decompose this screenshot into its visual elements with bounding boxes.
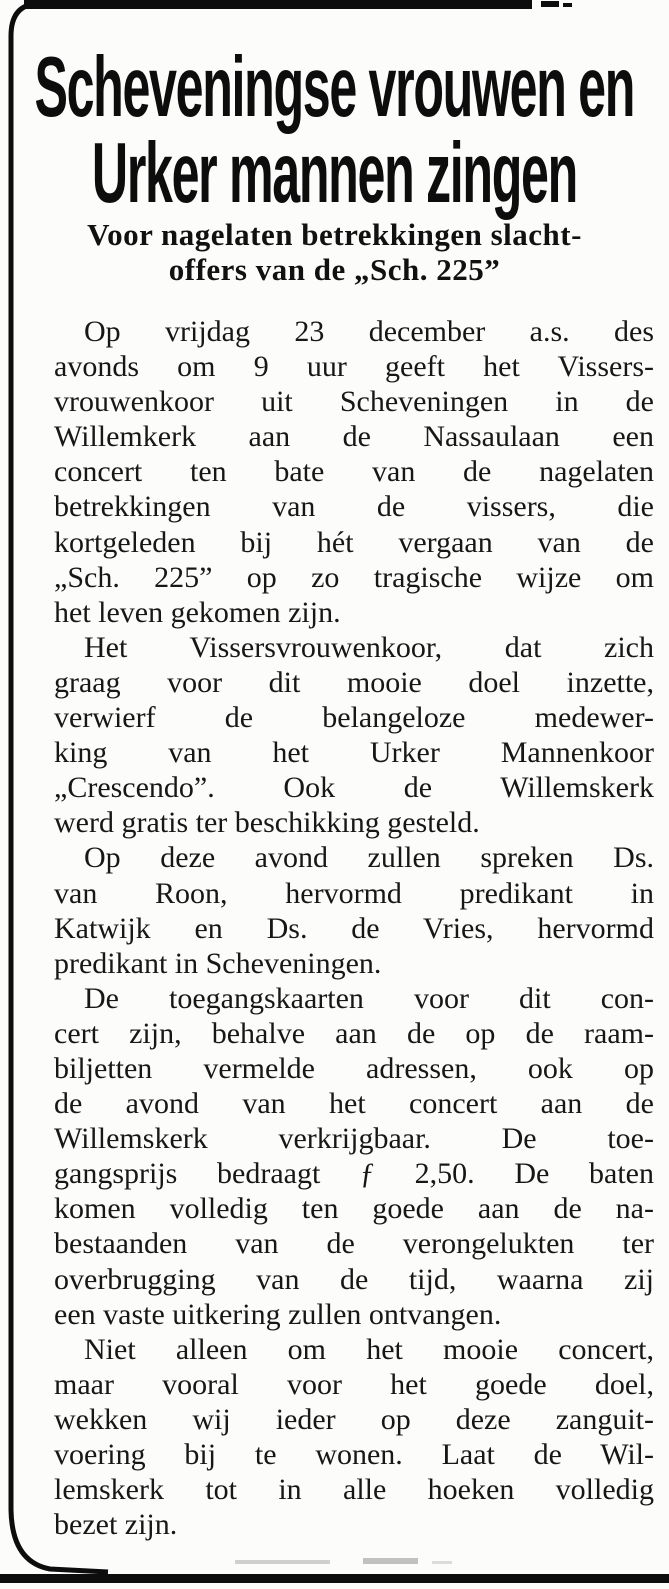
body-line: Het Vissersvrouwenkoor, dat zich [84, 630, 654, 664]
body-line: betrekkingen van de vissers, die [54, 490, 654, 524]
body-line: Willemkerk aan de Nassaulaan een [54, 420, 654, 454]
headline-text: Scheveningse vrouwen en [34, 39, 635, 135]
body-line: verwierf de belangeloze medewer- [54, 701, 654, 735]
headline [0, 39, 669, 221]
body-line: Katwijk en Ds. de Vries, hervormd [54, 911, 654, 945]
body-line: lemskerk tot in alle hoeken volledig [54, 1473, 654, 1507]
body-line: avonds om 9 uur geeft het Vissers- [54, 350, 654, 384]
body-line: bezet zijn. [54, 1508, 178, 1542]
body-line: De toegangskaarten voor dit con- [84, 981, 654, 1015]
headline-text: Urker mannen zingen [92, 125, 577, 221]
article-body [54, 314, 654, 1542]
body-line: Op vrijdag 23 december a.s. des [84, 315, 654, 348]
print-smudge [363, 1558, 418, 1564]
headline-line-2 [0, 125, 669, 221]
body-line: Willemskerk verkrijgbaar. De toe- [54, 1122, 654, 1156]
print-smudge [235, 1560, 330, 1564]
body-line: Niet alleen om het mooie concert, [84, 1332, 654, 1366]
body-line: komen volledig ten goede aan de na- [54, 1192, 654, 1226]
body-line: maar vooral voor het goede doel, [54, 1367, 654, 1401]
body-line: cert zijn, behalve aan de op de raam- [54, 1016, 654, 1050]
body-line: het leven gekomen zijn. [54, 595, 341, 629]
print-smudge [432, 1561, 452, 1564]
body-line: een vaste uitkering zullen ontvangen. [54, 1297, 502, 1331]
body-line: biljetten vermelde adressen, ook op [54, 1051, 654, 1085]
headline-line-1 [0, 39, 669, 135]
body-line: van Roon, hervormd predikant in [54, 876, 654, 910]
subhead-line-2: offers van de „Sch. 225” [168, 252, 501, 287]
body-line: vrouwenkoor uit Scheveningen in de [54, 385, 654, 419]
bottom-border-rule [0, 1574, 669, 1583]
body-line: „Crescendo”. Ook de Willemskerk [54, 771, 654, 805]
body-line: gangsprijs bedraagt ƒ 2,50. De baten [54, 1157, 654, 1191]
top-border-rule [24, 0, 532, 9]
body-line: de avond van het concert aan de [54, 1087, 654, 1121]
body-line: concert ten bate van de nagelaten [54, 455, 654, 489]
body-line: king van het Urker Mannenkoor [54, 736, 654, 770]
subhead [20, 217, 649, 287]
body-line: wekken wij ieder op deze zanguit- [54, 1402, 654, 1436]
body-line: kortgeleden bij hét vergaan van de [54, 525, 654, 559]
body-line: werd gratis ter beschikking gesteld. [54, 806, 480, 840]
body-line: overbrugging van de tijd, waarna zij [54, 1262, 654, 1296]
body-line: „Sch. 225” op zo tragische wijze om [54, 560, 654, 594]
top-border-dash [541, 1, 559, 7]
body-line: graag voor dit mooie doel inzette, [54, 665, 654, 699]
body-line: bestaanden van de verongelukten ter [54, 1227, 654, 1261]
body-line: Op deze avond zullen spreken Ds. [84, 841, 654, 875]
top-border-dash [563, 3, 572, 7]
body-line: predikant in Scheveningen. [54, 946, 382, 980]
body-line: voering bij te wonen. Laat de Wil- [54, 1438, 654, 1471]
subhead-line-1: Voor nagelaten betrekkingen slacht- [87, 217, 582, 252]
